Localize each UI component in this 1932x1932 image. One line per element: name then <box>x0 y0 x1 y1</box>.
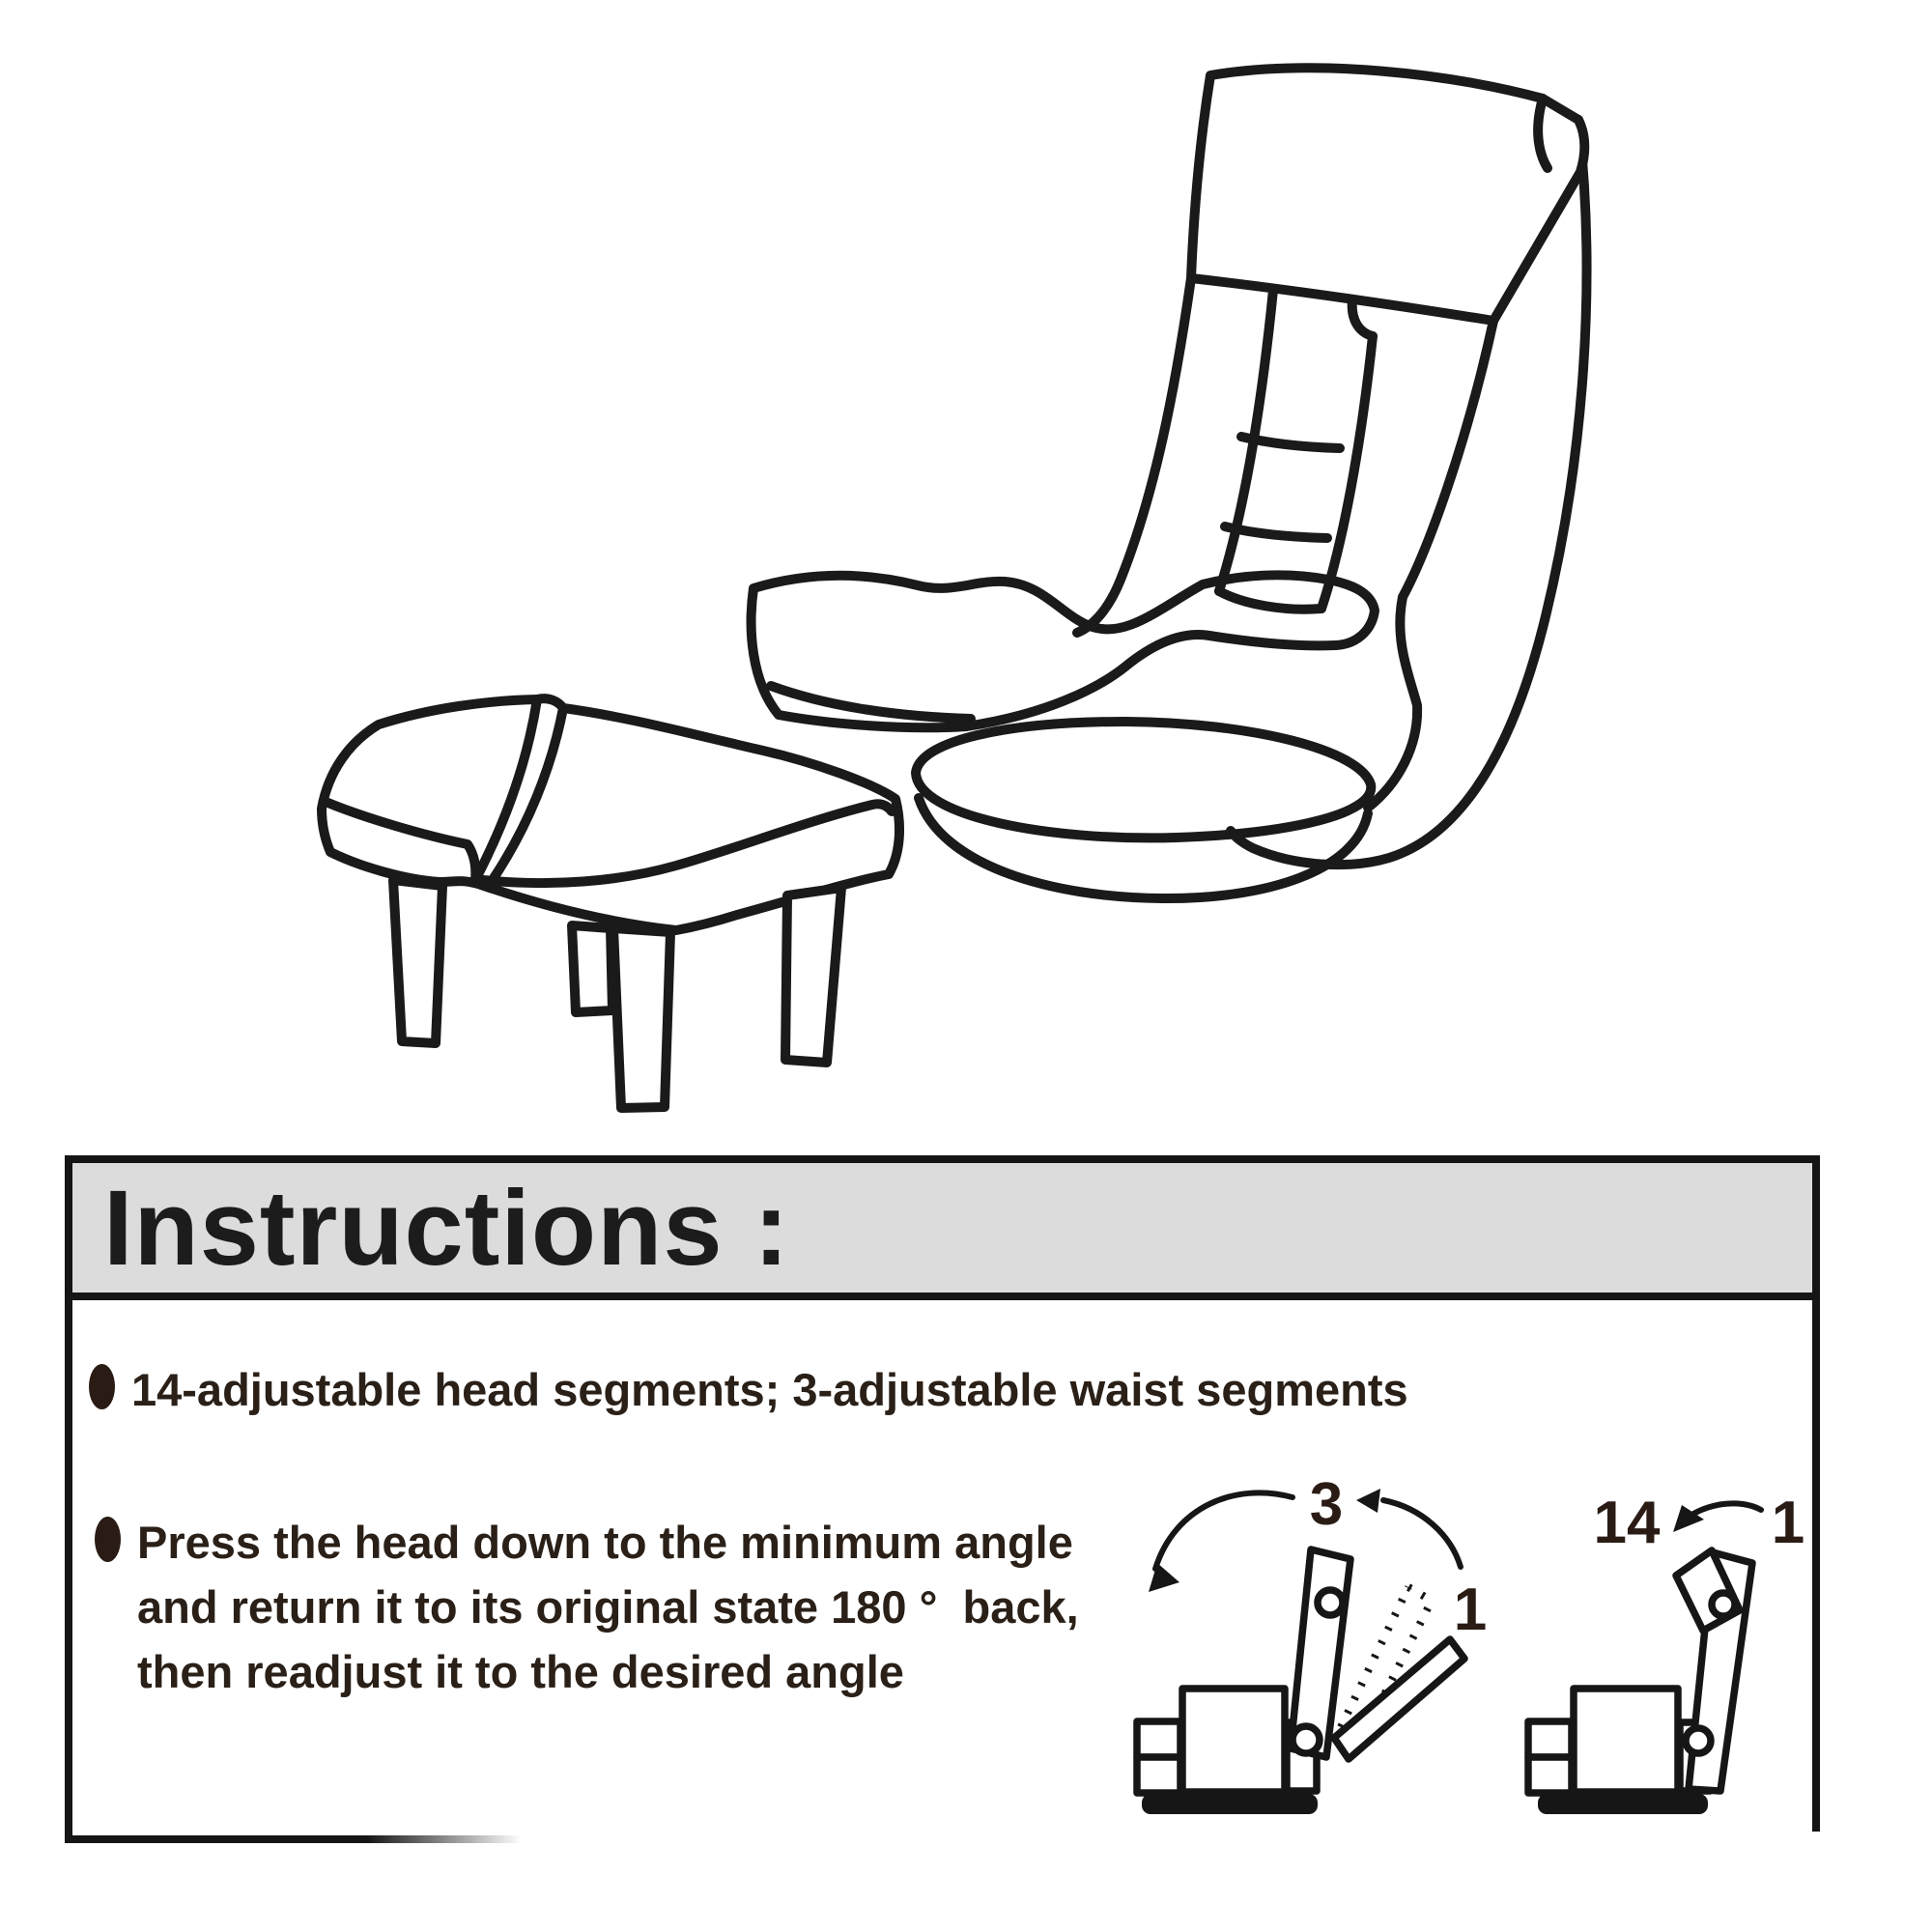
lumbar-segments <box>1219 290 1373 610</box>
pivot-circle <box>1686 1728 1711 1753</box>
floor-pad <box>1142 1794 1318 1814</box>
seat-block <box>1137 1721 1180 1757</box>
seat-block <box>1528 1721 1572 1757</box>
ottoman-leg <box>393 880 442 1043</box>
ottoman-leg <box>613 928 670 1108</box>
ottoman-drawing <box>322 698 899 1108</box>
feature-text: 14-adjustable head segments; 3-adjustable waist segments <box>131 1364 1408 1415</box>
recliner-chair-drawing <box>752 68 1587 898</box>
usage-text <box>137 1510 1079 1704</box>
feature-bullet-row <box>89 1364 1408 1416</box>
backrest-bar-reclined <box>1334 1639 1464 1759</box>
floor-pad <box>1538 1794 1708 1814</box>
backrest-left-edge <box>1077 278 1191 633</box>
head-positions-label: 14 <box>1593 1490 1661 1556</box>
seat-block <box>1137 1757 1180 1793</box>
usage-line-2: and return it to its original state 180 ° back, <box>137 1581 1079 1633</box>
swivel-base <box>916 722 1371 838</box>
seat-cushion-block <box>1182 1689 1285 1792</box>
instructions-header <box>72 1163 1812 1300</box>
instructions-title: Instructions : <box>103 1168 790 1288</box>
head-start-label: 1 <box>1771 1490 1805 1556</box>
bullet-dot-icon <box>89 1364 115 1409</box>
pivot-circle <box>1712 1593 1735 1616</box>
arrowhead-icon <box>1356 1489 1380 1513</box>
bullet-dot-icon <box>95 1517 121 1562</box>
side-panel-inner-edge <box>1368 321 1493 808</box>
usage-line-3: then readjust it to the desired angle <box>137 1646 904 1697</box>
usage-line-1: Press the head down to the minimum angle <box>137 1517 1073 1568</box>
seat-block <box>1528 1757 1572 1793</box>
waist-recline-diagram <box>1137 1471 1487 1814</box>
border-fade <box>367 1832 1826 1847</box>
waist-start-label: 1 <box>1453 1577 1488 1643</box>
waist-positions-label: 3 <box>1309 1471 1344 1538</box>
recline-arc <box>1155 1492 1293 1569</box>
recline-mechanism-diagrams <box>1121 1449 1826 1835</box>
usage-bullet-row <box>95 1517 1079 1704</box>
head-recline-diagram <box>1528 1490 1804 1814</box>
pivot-circle <box>1318 1590 1343 1615</box>
seat-cushion-block <box>1574 1689 1678 1792</box>
backrest-bar-dotted <box>1408 1587 1432 1601</box>
ottoman-leg <box>572 925 612 1012</box>
pivot-circle <box>1293 1726 1320 1753</box>
ottoman-leg <box>785 888 841 1063</box>
recline-arc <box>1383 1500 1461 1567</box>
headrest <box>1191 68 1584 321</box>
